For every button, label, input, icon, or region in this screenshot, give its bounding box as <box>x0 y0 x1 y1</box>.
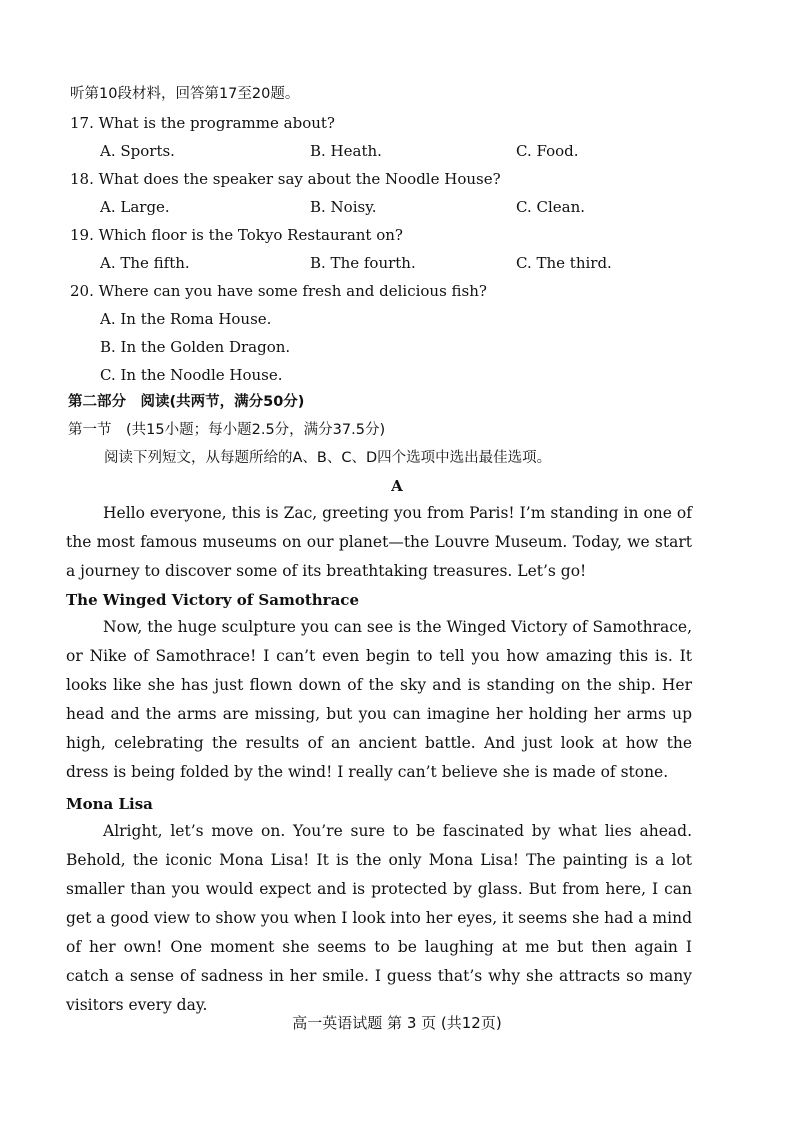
option-b: B. In the Golden Dragon. <box>100 338 291 356</box>
section-title: 第一节 (共15小题；每小题2.5分，满分37.5分) <box>68 422 386 438</box>
option-b: B. Noisy. <box>310 198 377 216</box>
option-a: A. The fifth. <box>100 254 190 272</box>
question-20-stem: 20. Where can you have some fresh and delicious fish? <box>70 282 487 300</box>
section-heading: Mona Lisa <box>66 795 153 813</box>
section-paragraph: Now, the huge sculpture you can see is the Winged Victory of Samothrace, or Nike of Samothrace! I can’t even begin to tell you how amazing this is. It looks like she has just flown down of the sky and is standing on the ship. Her head and the arms are missing, but you can imagine her holding her arms up high, celebrating the results of an ancient battle. And just look at how the dress is being folded by the wind! I really can’t believe she is made of stone. <box>66 618 692 781</box>
question-18-options <box>100 197 720 217</box>
option-c: C. Clean. <box>516 198 586 216</box>
option-c: C. In the Noodle House. <box>100 366 283 384</box>
question-19-stem: 19. Which floor is the Tokyo Restaurant on? <box>70 226 403 244</box>
part-title: 第二部分 阅读(共两节，满分50分) <box>68 394 305 410</box>
question-19-options <box>100 253 720 273</box>
option-a: A. In the Roma House. <box>100 310 272 328</box>
passage-label: A <box>391 477 403 495</box>
listening-intro: 听第10段材料，回答第17至20题。 <box>70 86 300 102</box>
section-heading: The Winged Victory of Samothrace <box>66 591 359 609</box>
question-18-stem: 18. What does the speaker say about the Noodle House? <box>70 170 501 188</box>
option-c: C. Food. <box>516 142 579 160</box>
option-b: B. The fourth. <box>310 254 416 272</box>
question-17-options <box>100 141 720 161</box>
section-paragraph: Alright, let’s move on. You’re sure to be fascinated by what lies ahead. Behold, the iconic Mona Lisa! It is the only Mona Lisa! The painting is a lot smaller than you would expect and is protected by glass. But from here, I can get a good view to show you when I look into her eyes, it seems she had a mind of her own! One moment she seems to be laughing at me but then again I catch a sense of sadness in her smile. I guess that’s why she attracts so many visitors every day. <box>66 822 692 1014</box>
reading-instruction: 阅读下列短文，从每题所给的A、B、C、D四个选项中选出最佳选项。 <box>104 450 552 466</box>
intro-paragraph: Hello everyone, this is Zac, greeting you from Paris! I’m standing in one of the most famous museums on our planet—the Louvre Museum. Today, we start a journey to discover some of its breathtaking treasures. Let’s go! <box>66 504 692 580</box>
option-a: A. Large. <box>100 198 170 216</box>
page-footer: 高一英语试题 第 3 页 (共12页) <box>292 1014 502 1032</box>
question-17-stem: 17. What is the programme about? <box>70 114 335 132</box>
option-b: B. Heath. <box>310 142 382 160</box>
option-a: A. Sports. <box>100 142 175 160</box>
option-c: C. The third. <box>516 254 612 272</box>
